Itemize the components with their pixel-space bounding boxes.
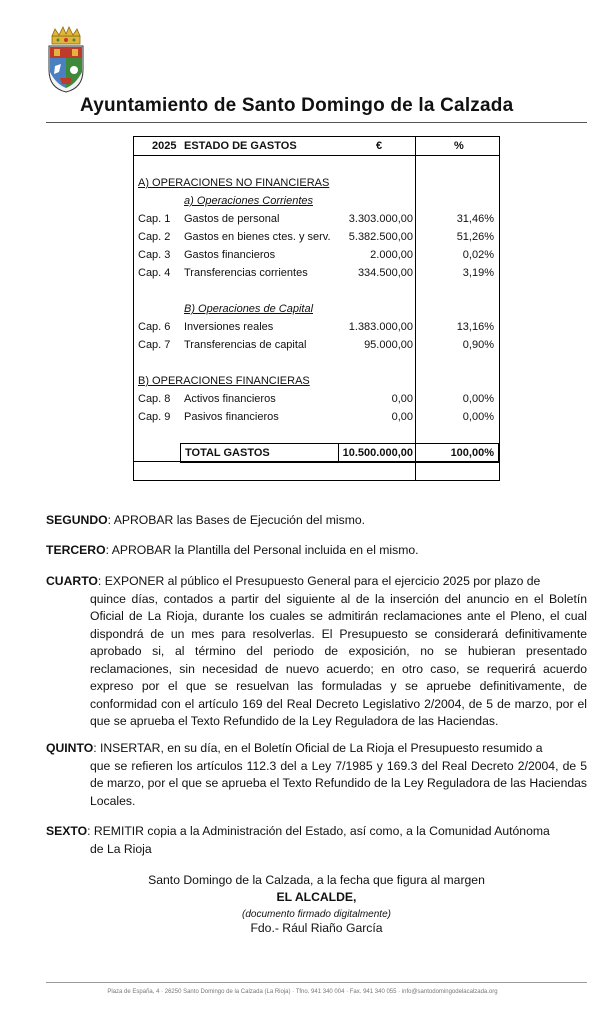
row-cap: Cap. 9 (138, 411, 171, 423)
year-header: 2025 (152, 140, 177, 152)
row-cap: Cap. 3 (138, 249, 171, 261)
subsection-corrientes: a) Operaciones Corrientes (184, 195, 314, 207)
row-desc: Transferencias corrientes (184, 267, 308, 279)
paragraph-text: : REMITIR copia a la Administración del Estado, así como, a la Comunidad Autónoma (87, 824, 550, 838)
paragraph-quinto (46, 740, 587, 810)
signature: Fdo.- Rául Riaño García (250, 921, 383, 935)
column-divider (415, 137, 416, 480)
budget-table (133, 136, 500, 481)
row-amount: 2.000,00 (370, 249, 413, 261)
row-desc: Pasivos financieros (184, 411, 279, 423)
total-amount: 10.500.000,00 (342, 447, 413, 459)
row-amount: 3.303.000,00 (348, 213, 413, 225)
paragraph-label: SEGUNDO (46, 513, 108, 527)
paragraph-sexto (46, 823, 587, 858)
row-amount: 334.500,00 (357, 267, 413, 279)
row-cap: Cap. 6 (138, 321, 171, 333)
paragraph-segundo (46, 512, 587, 530)
row-pct: 3,19% (462, 267, 494, 279)
row-pct: 51,26% (456, 231, 494, 243)
mayor-role: EL ALCALDE, (276, 890, 357, 904)
row-desc: Transferencias de capital (184, 339, 307, 351)
row-pct: 0,00% (462, 393, 494, 405)
expenses-header: ESTADO DE GASTOS (184, 140, 297, 152)
paragraph-label: CUARTO (46, 574, 98, 588)
header-divider (46, 122, 587, 123)
row-pct: 31,46% (456, 213, 494, 225)
closing-place-date: Santo Domingo de la Calzada, a la fecha que figura al margen (148, 873, 485, 887)
paragraph-continuation: de La Rioja (90, 841, 152, 856)
row-cap: Cap. 8 (138, 393, 171, 405)
paragraph-tercero (46, 542, 587, 560)
row-desc: Gastos de personal (184, 213, 280, 225)
paragraph-text: : APROBAR la Plantilla del Personal incluida en el mismo. (105, 543, 419, 557)
paragraph-continuation: quince días, contados a partir del siguiente al de la inserción del anuncio en el Boletín Oficial de La Rioja, durante los cuales se admitirán reclamaciones ante el Pleno, el cual dispondrá de un mes para resolverlas. El Presupuesto se considerará definitivamente aprobado si, al término del periodo de exposición, no se hubieran presentado reclamaciones, sin necesidad de nuevo acuerdo; en otro caso, se requerirá acuerdo expreso por el que se resuelvan las formuladas y se apruebe definitivamente, de conformidad con el artículo 169 del Real Decreto Legislativo 2/2004, de 5 de marzo, por el que se aprueba el Texto Refundido de la Ley Reguladora de las Haciendas. (90, 591, 587, 728)
paragraph-label: SEXTO (46, 824, 88, 838)
row-amount: 0,00 (391, 393, 413, 405)
row-pct: 0,90% (462, 339, 494, 351)
currency-header: € (376, 140, 383, 152)
paragraph-continuation: que se refieren los artículos 112.3 del a Ley 7/1985 y 169.3 del Real Decreto 2/2004, de 5 de marzo, por el que se aprueba el Texto Refundido de la Ley Reguladora de las Haciendas Locales. (90, 758, 587, 808)
row-pct: 0,00% (462, 411, 494, 423)
row-amount: 1.383.000,00 (348, 321, 413, 333)
total-label: TOTAL GASTOS (185, 447, 270, 459)
row-cap: Cap. 2 (138, 231, 171, 243)
paragraph-text: : INSERTAR, en su día, en el Boletín Oficial de La Rioja el Presupuesto resumido a (93, 741, 543, 755)
total-pct: 100,00% (450, 447, 494, 459)
row-amount: 0,00 (391, 411, 413, 423)
row-desc: Activos financieros (184, 393, 276, 405)
subsection-capital: B) Operaciones de Capital (184, 303, 314, 315)
row-amount: 95.000,00 (364, 339, 413, 351)
row-desc: Inversiones reales (184, 321, 274, 333)
footer-divider (46, 982, 587, 983)
column-divider (415, 444, 416, 462)
page-title: Ayuntamiento de Santo Domingo de la Calzada (80, 95, 514, 116)
row-cap: Cap. 7 (138, 339, 171, 351)
header-divider (134, 155, 499, 156)
row-desc: Gastos financieros (184, 249, 276, 261)
row-desc: Gastos en bienes ctes. y serv. (184, 231, 331, 243)
signed-note: (documento firmado digitalmente) (242, 909, 391, 920)
paragraph-cuarto (46, 573, 587, 731)
paragraph-label: TERCERO (46, 543, 106, 557)
row-pct: 0,02% (462, 249, 494, 261)
footer-address: Plaza de España, 4 · 26250 Santo Domingo de la Calzada (La Rioja) · Tfno. 941 340 004 · Fax. 941 340 055 · info@santodomingodelacalzada.org (107, 989, 498, 995)
paragraph-text: : EXPONER al público el Presupuesto General para el ejercicio 2025 por plazo de (97, 574, 541, 588)
coat-of-arms-icon (46, 26, 86, 94)
row-cap: Cap. 4 (138, 267, 171, 279)
section-financieras: B) OPERACIONES FINANCIERAS (138, 375, 310, 387)
percent-header: % (454, 140, 464, 152)
paragraph-label: QUINTO (46, 741, 94, 755)
row-amount: 5.382.500,00 (348, 231, 413, 243)
row-pct: 13,16% (456, 321, 494, 333)
section-no-financieras: A) OPERACIONES NO FINANCIERAS (138, 177, 330, 189)
row-cap: Cap. 1 (138, 213, 171, 225)
paragraph-text: : APROBAR las Bases de Ejecución del mismo. (107, 513, 366, 527)
